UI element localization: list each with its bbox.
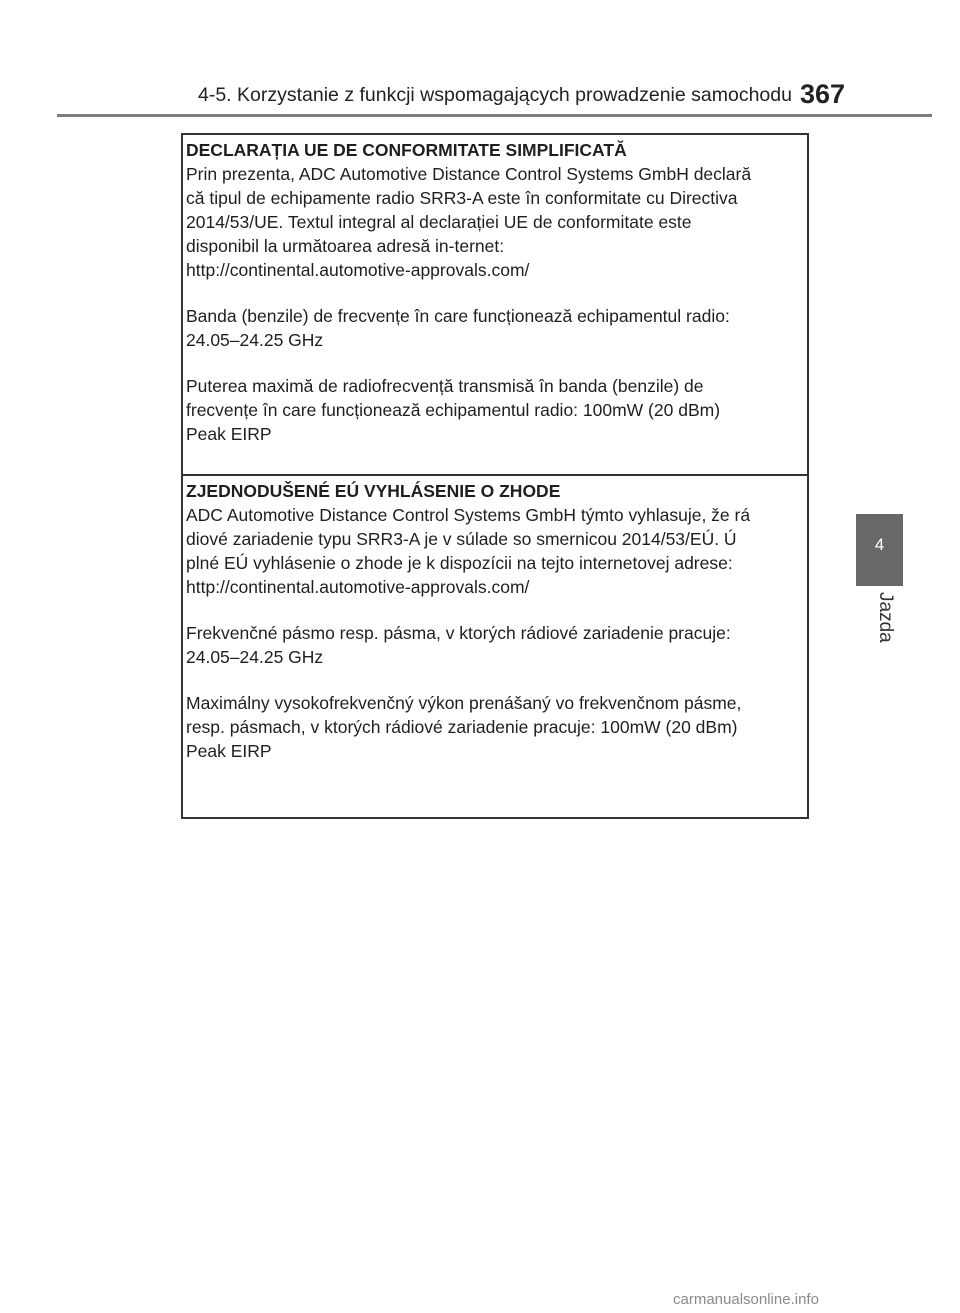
chapter-label: Jazda — [875, 592, 896, 643]
running-header-title: 4-5. Korzystanie z funkcji wspomagających prowadzenie samochodu — [198, 84, 792, 106]
page-number: 367 — [800, 79, 846, 109]
declaration-section-ro — [183, 135, 807, 474]
header-divider — [57, 114, 932, 117]
paragraph-frequency-band: Banda (benzile) de frecvențe în care funcționează echipamentul radio: 24.05–24.25 GHz — [186, 306, 730, 350]
footer-watermark: carmanualsonline.info — [673, 1291, 819, 1308]
declaration-box — [181, 133, 809, 819]
paragraph-manufacturer-statement: Prin prezenta, ADC Automotive Distance Control Systems GmbH declară că tipul de echipamente radio SRR3-A este în conformitate cu Directiva 2014/53/UE. Textul integral al declarației UE de conformitate este disponibil la următoarea adresă in-ternet: http://continental.automotive-approvals.com/ — [186, 164, 752, 280]
paragraph-max-power: Maximálny vysokofrekvenčný výkon prenášaný vo frekvenčnom pásme, resp. pásmach, v ktorých rádiové zariadenie pracuje: 100mW (20 dBm) Peak EIRP — [186, 693, 742, 761]
declaration-section-sk — [183, 476, 807, 819]
paragraph-max-power: Puterea maximă de radiofrecvență transmisă în banda (benzile) de frecvențe în care funcționează echipamentul radio: 100mW (20 dBm) Peak EIRP — [186, 376, 721, 444]
chapter-tab: 4 — [856, 514, 903, 586]
section-title: ZJEDNODUŠENÉ EÚ VYHLÁSENIE O ZHODE — [186, 481, 561, 501]
paragraph-manufacturer-statement: ADC Automotive Distance Control Systems GmbH týmto vyhlasuje, že rá diové zariadenie typu SRR3-A je v súlade so smernicou 2014/53/EÚ. Ú plné EÚ vyhlásenie o zhode je k dispozícii na tejto internetovej adrese: http://continental.automotive-approvals.com/ — [186, 505, 751, 597]
paragraph-frequency-band: Frekvenčné pásmo resp. pásma, v ktorých rádiové zariadenie pracuje: 24.05–24.25 GHz — [186, 623, 731, 667]
section-title: DECLARAȚIA UE DE CONFORMITATE SIMPLIFICATĂ — [186, 140, 627, 160]
